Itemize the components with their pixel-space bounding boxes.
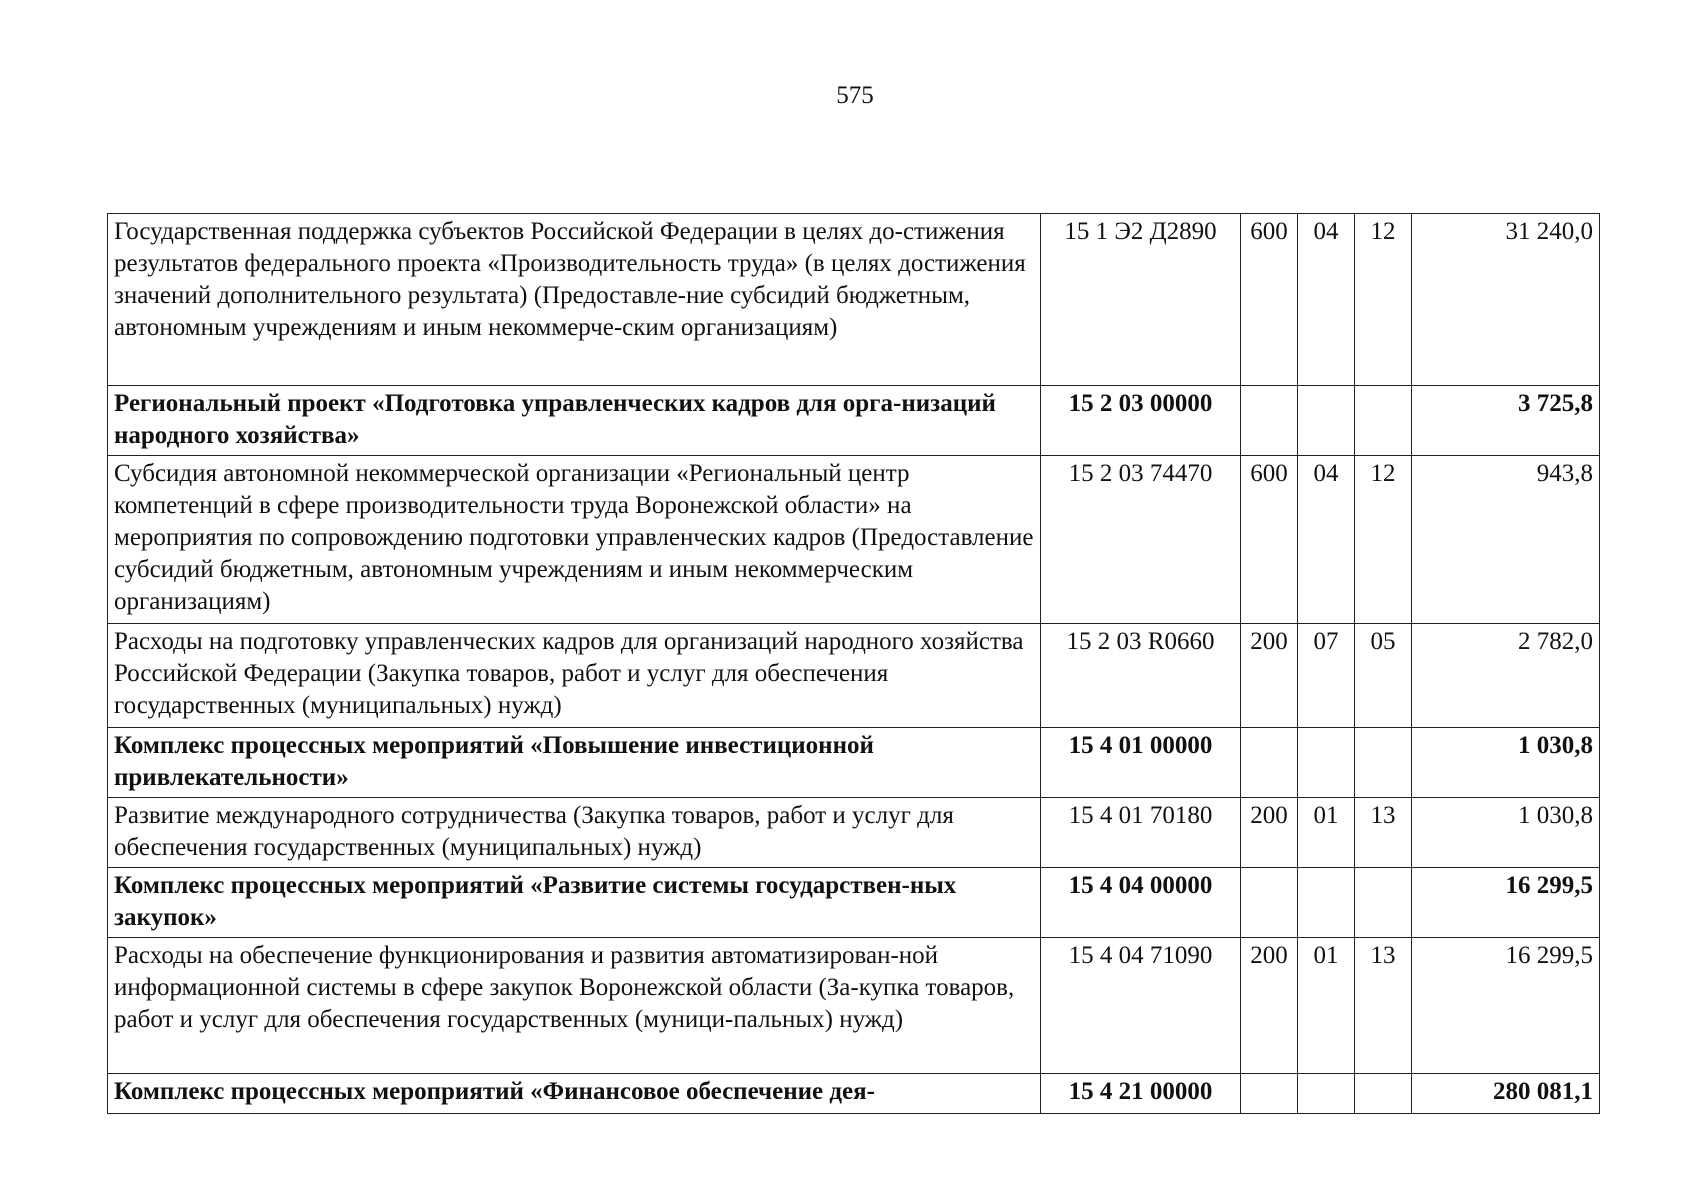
row-rz-cell	[1298, 728, 1355, 798]
row-sum-cell: 1 030,8	[1412, 728, 1600, 798]
row-pr-cell: 05	[1355, 624, 1412, 728]
row-rz-cell: 01	[1298, 798, 1355, 868]
row-pr-cell: 13	[1355, 938, 1412, 1074]
row-pr-cell	[1355, 1074, 1412, 1114]
table-body	[108, 214, 1600, 1114]
row-name-cell: Комплекс процессных мероприятий «Финансовое обеспечение дея-	[108, 1074, 1041, 1114]
row-name-cell: Государственная поддержка субъектов Российской Федерации в целях до-стижения результатов федерального проекта «Производительность труда» (в целях достижения значений дополнительного результата) (Предоставле-ние субсидий бюджетным, автономным учреждениям и иным некоммерче-ским организациям)	[108, 214, 1041, 386]
row-sum-cell: 2 782,0	[1412, 624, 1600, 728]
table-row	[108, 938, 1600, 1074]
row-sum-cell: 3 725,8	[1412, 386, 1600, 456]
row-pr-cell	[1355, 728, 1412, 798]
row-name-cell: Региональный проект «Подготовка управленческих кадров для орга-низаций народного хозяйства»	[108, 386, 1041, 456]
row-rz-cell: 04	[1298, 214, 1355, 386]
row-vr-cell: 600	[1241, 456, 1298, 624]
row-vr-cell: 200	[1241, 624, 1298, 728]
row-name-cell: Субсидия автономной некоммерческой организации «Региональный центр компетенций в сфере производительности труда Воронежской области» на мероприятия по сопровождению подготовки управленческих кадров (Предоставление субсидий бюджетным, автономным учреждениям и иным некоммерческим организациям)	[108, 456, 1041, 624]
row-vr-cell	[1241, 1074, 1298, 1114]
table-row	[108, 868, 1600, 938]
row-vr-cell	[1241, 728, 1298, 798]
table-row	[108, 1074, 1600, 1114]
row-code-cell: 15 4 04 71090	[1041, 938, 1241, 1074]
row-sum-cell: 16 299,5	[1412, 868, 1600, 938]
row-name-cell: Расходы на подготовку управленческих кадров для организаций народного хозяйства Российской Федерации (Закупка товаров, работ и услуг для обеспечения государственных (муниципальных) нужд)	[108, 624, 1041, 728]
row-sum-cell: 16 299,5	[1412, 938, 1600, 1074]
row-rz-cell: 07	[1298, 624, 1355, 728]
table-row	[108, 214, 1600, 386]
row-rz-cell: 04	[1298, 456, 1355, 624]
table-row	[108, 798, 1600, 868]
row-code-cell: 15 2 03 74470	[1041, 456, 1241, 624]
row-pr-cell	[1355, 868, 1412, 938]
row-code-cell: 15 1 Э2 Д2890	[1041, 214, 1241, 386]
row-sum-cell: 1 030,8	[1412, 798, 1600, 868]
table-row	[108, 456, 1600, 624]
row-code-cell: 15 2 03 00000	[1041, 386, 1241, 456]
table-row	[108, 386, 1600, 456]
row-code-cell: 15 2 03 R0660	[1041, 624, 1241, 728]
row-code-cell: 15 4 01 00000	[1041, 728, 1241, 798]
row-vr-cell: 200	[1241, 938, 1298, 1074]
row-rz-cell	[1298, 868, 1355, 938]
row-sum-cell: 943,8	[1412, 456, 1600, 624]
row-vr-cell: 600	[1241, 214, 1298, 386]
row-rz-cell	[1298, 386, 1355, 456]
row-pr-cell: 13	[1355, 798, 1412, 868]
row-code-cell: 15 4 04 00000	[1041, 868, 1241, 938]
row-rz-cell	[1298, 1074, 1355, 1114]
row-pr-cell: 12	[1355, 456, 1412, 624]
row-code-cell: 15 4 21 00000	[1041, 1074, 1241, 1114]
row-code-cell: 15 4 01 70180	[1041, 798, 1241, 868]
row-sum-cell: 280 081,1	[1412, 1074, 1600, 1114]
row-name-cell: Расходы на обеспечение функционирования и развития автоматизирован-ной информационной системы в сфере закупок Воронежской области (За-купка товаров, работ и услуг для обеспечения государственных (муници-пальных) нужд)	[108, 938, 1041, 1074]
budget-table	[107, 213, 1600, 1114]
page-number: 575	[836, 82, 874, 109]
row-vr-cell: 200	[1241, 798, 1298, 868]
row-pr-cell	[1355, 386, 1412, 456]
row-rz-cell: 01	[1298, 938, 1355, 1074]
table-row	[108, 624, 1600, 728]
row-name-cell: Комплекс процессных мероприятий «Развитие системы государствен-ных закупок»	[108, 868, 1041, 938]
row-name-cell: Комплекс процессных мероприятий «Повышение инвестиционной привлекательности»	[108, 728, 1041, 798]
table-row	[108, 728, 1600, 798]
row-vr-cell	[1241, 386, 1298, 456]
row-sum-cell: 31 240,0	[1412, 214, 1600, 386]
row-pr-cell: 12	[1355, 214, 1412, 386]
row-name-cell: Развитие международного сотрудничества (Закупка товаров, работ и услуг для обеспечения государственных (муниципальных) нужд)	[108, 798, 1041, 868]
row-vr-cell	[1241, 868, 1298, 938]
